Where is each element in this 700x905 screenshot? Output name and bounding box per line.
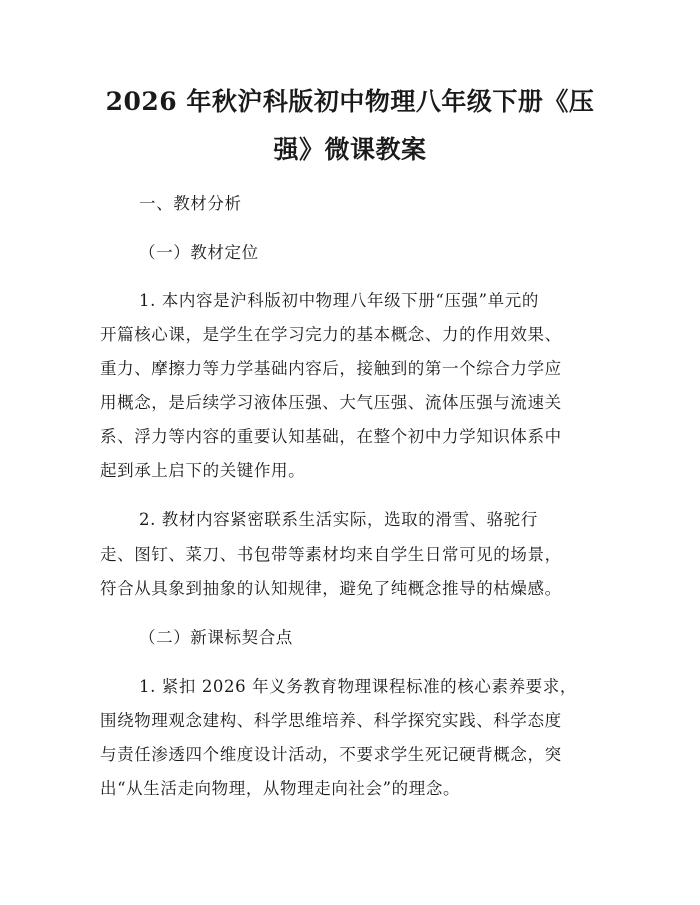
paragraph-line: 1. 紧扣 2026 年义务教育物理课程标准的核心素养要求， (139, 677, 577, 696)
paragraph-line: 与责任渗透四个维度设计活动，不要求学生死记硬背概念，突 (100, 745, 562, 764)
document-title-line-1: 2026 年秋沪科版初中物理八年级下册《压 (105, 87, 595, 116)
section-heading-textbook-analysis: 一、教材分析 (139, 194, 242, 213)
paragraph-line: 符合从具象到抽象的认知规律，避免了纯概念推导的枯燥感。 (100, 579, 562, 598)
paragraph-line: 重力、摩擦力等力学基础内容后，接触到的第一个综合力学应 (100, 359, 562, 378)
paragraph-line: 1. 本内容是沪科版初中物理八年级下册“压强”单元的 (139, 291, 539, 310)
paragraph-line: 出“从生活走向物理，从物理走向社会”的理念。 (100, 779, 461, 798)
paragraph-line: 系、浮力等内容的重要认知基础，在整个初中力学知识体系中 (100, 427, 562, 446)
paragraph-line: 围绕物理观念建构、科学思维培养、科学探究实践、科学态度 (100, 711, 562, 730)
paragraph-line: 开篇核心课，是学生在学习完力的基本概念、力的作用效果、 (100, 325, 562, 344)
paragraph-line: 走、图钉、菜刀、书包带等素材均来自学生日常可见的场景， (100, 545, 562, 564)
paragraph-line: 用概念，是后续学习液体压强、大气压强、流体压强与流速关 (100, 393, 562, 412)
subsection-heading-textbook-position: （一）教材定位 (139, 243, 259, 262)
paragraph-line: 起到承上启下的关键作用。 (100, 461, 306, 480)
document-title-line-2: 强》微课教案 (273, 135, 427, 164)
paragraph-line: 2. 教材内容紧密联系生活实际，选取的滑雪、骆驼行 (139, 510, 538, 529)
subsection-heading-curriculum-alignment: （二）新课标契合点 (139, 628, 293, 647)
